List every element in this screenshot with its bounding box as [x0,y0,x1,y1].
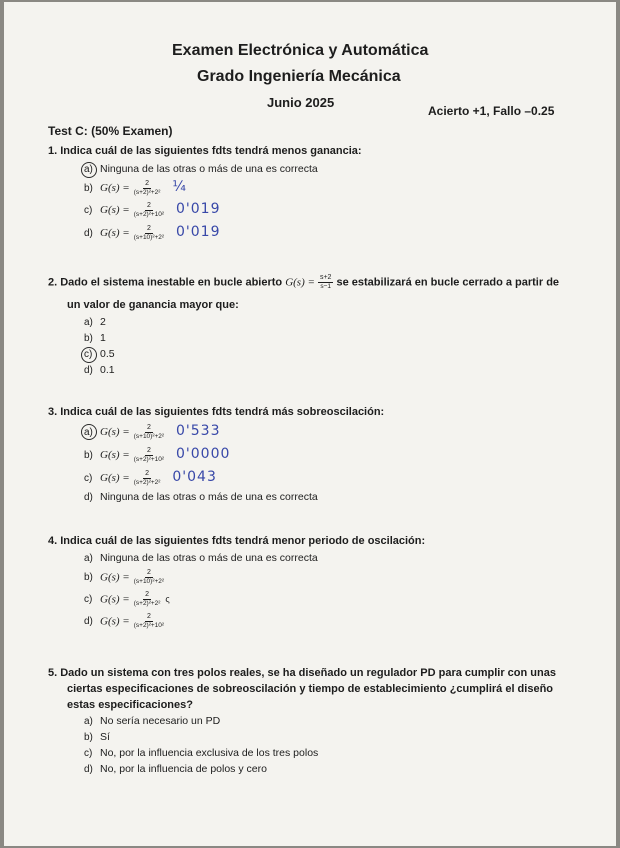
q3-option-d: d) Ninguna de las otras o más de una es correcta [84,491,318,503]
handwritten-note: 0'0000 [176,446,231,462]
q2-option-c: c) 0.5 [84,348,115,360]
q5-option-d: d) No, por la influencia de polos y cero [84,763,267,775]
test-label: Test C: (50% Examen) [48,124,173,138]
q1-option-a: a) Ninguna de las otras o más de una es correcta [84,163,318,175]
exam-date: Junio 2025 [267,95,335,110]
handwritten-note: ς [165,594,170,605]
question-5-line2: ciertas especificaciones de sobreoscilación y tiempo de establecimiento ¿cumplirá el diseño [67,683,554,695]
question-5-line3: estas especificaciones? [67,699,193,711]
handwritten-note: 0'019 [176,224,221,240]
question-4: 4. Indica cuál de las siguientes fdts tendrá menor periodo de oscilación: [48,535,426,547]
q2-option-d: d) 0.1 [84,364,115,376]
handwritten-note: 0'533 [176,423,221,439]
q1-option-d: d) G(s) = $\frac{2}{\text{(s+10)²+2²}}$ 0'019 [84,224,221,241]
handwritten-note: ¼ [172,179,187,195]
degree-title: Grado Ingeniería Mecánica [197,68,401,85]
question-1: 1. Indica cuál de las siguientes fdts tendrá menos ganancia: [48,145,362,157]
handwritten-note: 0'019 [176,201,221,217]
handwritten-note: 0'043 [172,469,217,485]
question-2-cont: un valor de ganancia mayor que: [67,299,239,311]
question-2: 2. Dado el sistema inestable en bucle abierto G(s) = $\frac{s+2}{s-1}$ se estabilizará en bucle cerrado a partir de [48,274,560,290]
q3-option-b: b) G(s) = $\frac{2}{\text{(s+2)²+10²}}$ 0'0000 [84,446,231,463]
exam-sheet [4,2,616,846]
q5-option-b: b) Sí [84,731,110,743]
q2-option-a: a) 2 [84,316,106,328]
scoring-rule: Acierto +1, Fallo –0.25 [428,104,555,118]
q1-option-b: b) G(s) = $\frac{2}{\text{(s+2)²+2²}}$ ¼ [84,179,187,196]
q3-option-c: c) G(s) = $\frac{2}{\text{(s+2)²+2²}}$ 0'043 [84,469,217,486]
q4-option-c: c) G(s) = $\frac{2}{\text{(s+2)²+2²}}$ ς [84,591,170,607]
question-3: 3. Indica cuál de las siguientes fdts tendrá más sobreoscilación: [48,406,385,418]
q1-option-c: c) G(s) = $\frac{2}{\text{(s+2)²+10²}}$ 0'019 [84,201,221,218]
q4-option-a: a) Ninguna de las otras o más de una es correcta [84,552,318,564]
exam-title: Examen Electrónica y Automática [172,42,429,59]
q5-option-c: c) No, por la influencia exclusiva de los tres polos [84,747,319,759]
q3-option-a: a) G(s) = $\frac{2}{\text{(s+10)²+2²}}$ 0'533 [84,423,221,440]
q4-option-d: d) G(s) = $\frac{2}{\text{(s+2)²+10²}}$ [84,613,165,629]
q5-option-a: a) No sería necesario un PD [84,715,221,727]
q2-option-b: b) 1 [84,332,106,344]
question-5-line1: 5. Dado un sistema con tres polos reales, se ha diseñado un regulador PD para cumplir con unas [48,667,556,679]
q4-option-b: b) G(s) = $\frac{2}{\text{(s+10)²+2²}}$ [84,569,165,585]
